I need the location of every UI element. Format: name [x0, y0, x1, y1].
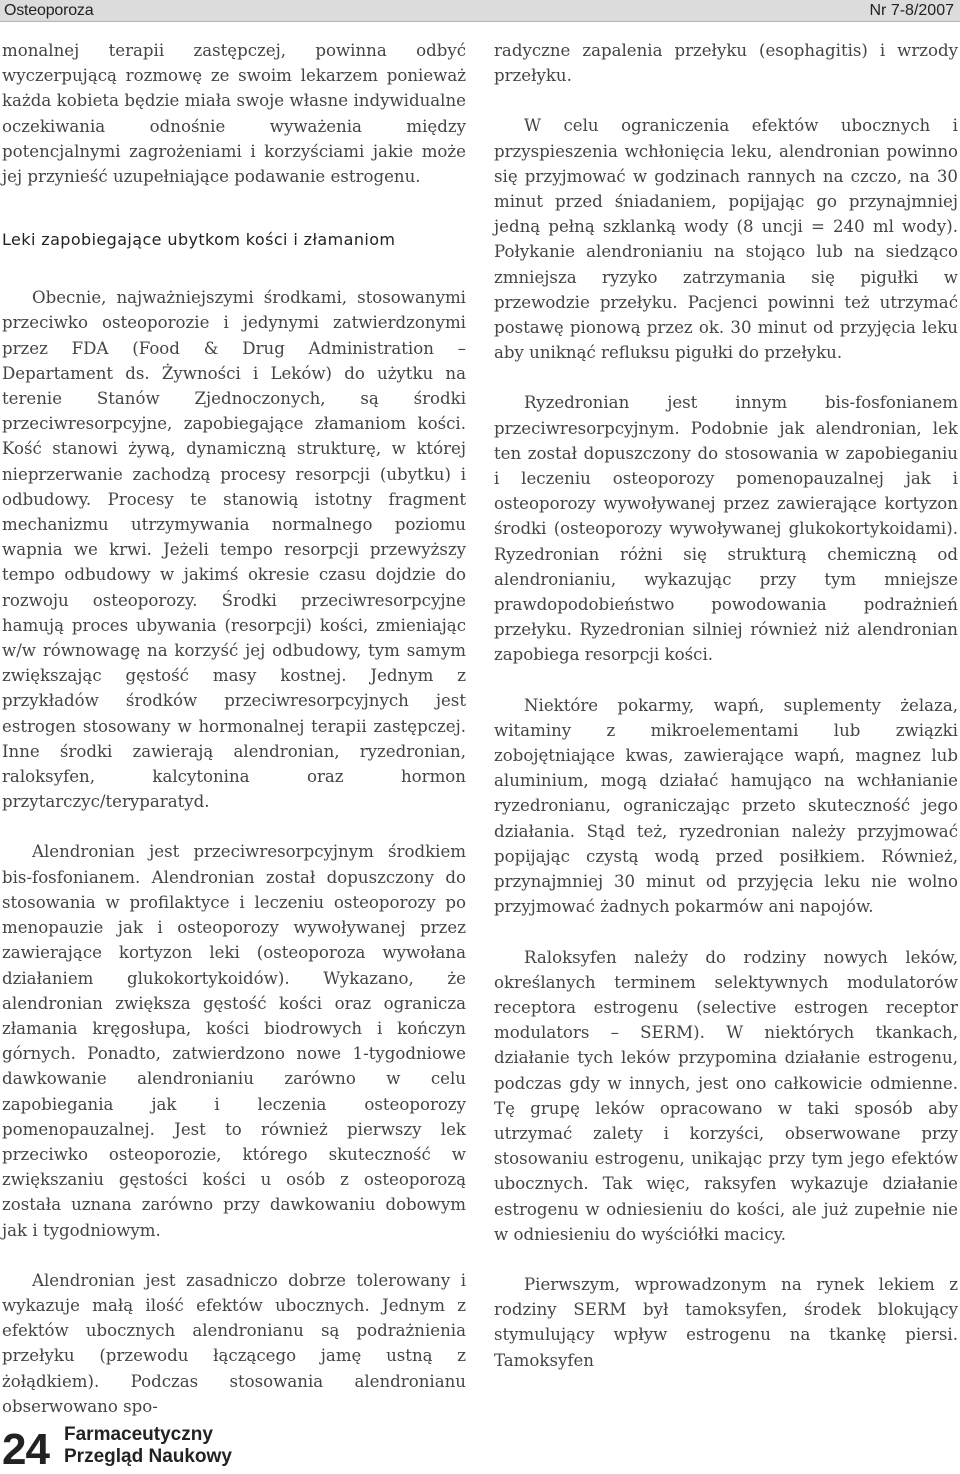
left-column [2, 38, 466, 1444]
paragraph: monalnej terapii zastępczej, powinna odbyć wyczerpującą rozmowę ze swoim lekarzem ponieważ każda kobieta będzie miała swoje własne indywidualne oczekiwania odnośnie wyważenia między potencjalnymi zagrożeniami i korzyściami jakie może jej przynieść uzupełniające podawanie estrogenu. [2, 41, 466, 187]
header-section-title: Osteoporoza [4, 2, 94, 19]
paragraph: Ryzedronian jest innym bis-fosfonianem przeciwresorpcyjnym. Podobnie jak alendronian, lek ten został dopuszczony do stosowania w zapobieganiu i leczeniu osteoporozy pomenopauzalnej jak i osteoporozy wywoływanej przez zawierające kortyzon środki (osteoporozy wywoływanej glukokortykoidami). Ryzedronian różni się strukturą chemiczną od alendronianiu, wykazując przy tym mniejsze prawdopodobieństwo powodowania podrażnień przełyku. Ryzedronian silniej również niż alendronian zapobiega resorpcji kości. [494, 393, 958, 665]
right-column [494, 38, 958, 1398]
journal-name-line1: Farmaceutyczny [64, 1424, 213, 1445]
page-footer [0, 1422, 300, 1472]
header-issue-number: Nr 7-8/2007 [869, 2, 954, 19]
paragraph: Obecnie, najważniejszymi środkami, stosowanymi przeciwko osteoporozie i jedynymi zatwierdzonymi przez FDA (Food & Drug Administration – Departament ds. Żywności i Leków) do użytku na terenie Stanów Zjednoczonych, są środki przeciwresorpcyjne, zapobiegające złamaniom kości. Kość stanowi żywą, dynamiczną strukturę, w której nieprzerwanie zachodzą procesy resorpcji (ubytku) i odbudowy. Procesy te stanowią istotny fragment mechanizmu utrzymywania normalnego poziomu wapnia we krwi. Jeżeli tempo resorpcji przewyższy tempo odbudowy w jakimś okresie czasu dojdzie do rozwoju osteoporozy. Środki przeciwresorpcyjne hamują proces ubywania (resorpcji) kości, zmieniając w/w równowagę na korzyść jej odbudowy, tym samym zwiększając gęstość masy kostnej. Jednym z przykładów środków przeciwresorpcyjnych jest estrogen stosowany w hormonalnej terapii zastępczej. Inne środki zawierają alendronian, ryzedronian, raloksyfen, kalcytonina oraz hormon przytarczyc/teryparatyd. [2, 288, 466, 812]
paragraph: Alendronian jest przeciwresorpcyjnym środkiem bis-fosfonianem. Alendronian został dopuszczony do stosowania w profilaktyce i leczeniu osteoporozy po menopauzie jak i osteoporozy wywoływanej przez zawierające kortyzon leki (osteoporoza wywołana działaniem glukokortykoidów). Wykazano, że alendronian zwiększa gęstość kości oraz ogranicza złamania kręgosłupa, kości biodrowych i kończyn górnych. Ponadto, zatwierdzono nowe 1-tygodniowe dawkowanie alendronianiu zarówno w celu zapobiegania jak i leczenia osteoporozy pomenopauzalnej. Jest to również pierwszy lek przeciwko osteoporozie, którego skuteczność w zwiększaniu gęstości kości u osób z osteoporozą została uznana zarówno przy dawkowaniu dobowym jak i tygodniowym. [2, 842, 466, 1240]
journal-name-line2: Przegląd Naukowy [64, 1446, 232, 1467]
paragraph: Pierwszym, wprowadzonym na rynek lekiem z rodziny SERM był tamoksyfen, środek blokujący stymulujący wpływ estrogenu na tkankę piersi. Tamoksyfen [494, 1274, 958, 1370]
running-header [0, 0, 960, 22]
paragraph: Alendronian jest zasadniczo dobrze tolerowany i wykazuje małą ilość efektów ubocznych. Jednym z efektów ubocznych alendronianu są podrażnienia przełyku (przewodu łączącego jamę ustną z żołądkiem). Podczas stosowania alendronianu obserwowano spo- [2, 1270, 466, 1416]
paragraph: Raloksyfen należy do rodziny nowych leków, określanych terminem selektywnych modulatorów receptora estrogenu (selective estrogen receptor modulators – SERM). W niektórych tkankach, działanie tych leków przypomina działanie estrogenu, podczas gdy w innych, jest ono całkowicie odmienne. Tę grupę leków opracowano w taki sposób aby utrzymać zalety i korzyści, obserwowane przy stosowaniu estrogenu, unikając przy tym jego efektów ubocznych. Tak więc, raksyfen wykazuje działanie estrogenu w odniesieniu do kości, ale już zupełnie nie w odniesieniu do wyściółki macicy. [494, 947, 958, 1244]
paragraph: W celu ograniczenia efektów ubocznych i przyspieszenia wchłonięcia leku, alendronian powinno się przyjmować w godzinach rannych na czczo, na 30 minut przed śniadaniem, popijając go przynajmniej jedną pełną szklanką wody (8 uncji = 240 ml wody). Połykanie alendronianiu na stojąco lub na siedząco zmniejsza ryzyko zatrzymania się pigułki w przewodzie przełyku. Pacjenci powinni też utrzymać postawę pionową przez ok. 30 minut od przyjęcia leku aby uniknąć refluksu pigułki do przełyku. [494, 116, 958, 363]
page-number: 24 [2, 1425, 49, 1474]
paragraph: Niektóre pokarmy, wapń, suplementy żelaza, witaminy z mikroelementami lub związki zobojętniające kwas, zawierające wapń, magnez lub aluminium, mogą działać hamująco na wchłanianie ryzedronianu, ograniczając przeto skuteczność jego działania. Stąd też, ryzedronian należy przyjmować popijając czystą wodą przed posiłkiem. Również, przynajmniej 30 minut od przyjęcia leku nie wolno przyjmować żadnych pokarmów ani napojów. [494, 695, 958, 917]
section-heading: Leki zapobiegające ubytkom kości i złamaniom [2, 230, 396, 250]
paragraph: radyczne zapalenia przełyku (esophagitis) i wrzody przełyku. [494, 41, 958, 86]
